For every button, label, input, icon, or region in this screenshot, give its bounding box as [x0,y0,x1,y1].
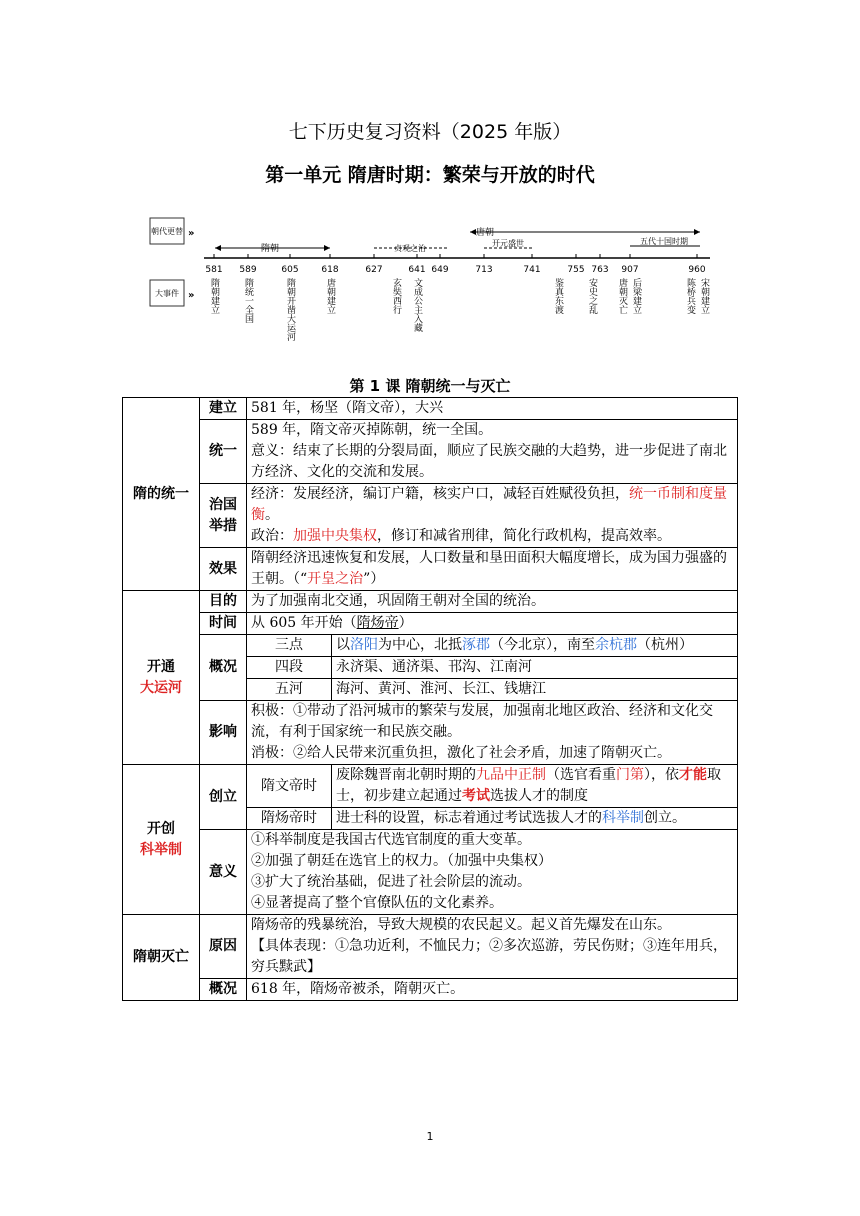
event-605: 隋朝开凿大运河 [285,278,295,341]
event-755a: 鉴真东渡 [553,278,563,314]
content-cell: 隋炀帝的残暴统治，导致大规模的农民起义。起义首先爆发在山东。 【具体表现：①急功近利，不恤民力；②多次巡游，劳民伤财；③连年用兵，穷兵黩武】 [247,915,738,979]
category-cell: 开通 大运河 [123,591,200,765]
content-cell: 618 年，隋炀帝被杀，隋朝灭亡。 [247,979,738,1001]
year-755: 755 [567,265,585,275]
table-row [123,635,738,657]
table-row [123,484,738,548]
subcategory-cell: 创立 [200,765,247,830]
timeline-label-events: 大事件 [155,289,179,298]
mini-label-cell: 隋文帝时 [247,765,332,808]
table-row [123,765,738,808]
event-907a: 唐朝灭亡 [617,278,627,314]
period-sui: 隋朝 [260,244,280,254]
subcategory-cell: 效果 [200,548,247,591]
subcategory-cell: 意义 [200,830,247,915]
period-kaiyuan: 开元盛世 [492,239,524,248]
year-641: 641 [408,265,426,275]
table-row [123,915,738,979]
content-cell: 经济：发展经济，编订户籍，核实户口，减轻百姓赋役负担，统一币制和度量衡。 政治：加强中央集权，修订和减省刑律，简化行政机构，提高效率。 [247,484,738,548]
year-713: 713 [475,265,493,275]
subcategory-cell: 概况 [200,635,247,701]
timeline-label-dynasty: 朝代更替 [151,227,183,236]
content-cell: 以洛阳为中心，北抵涿郡（今北京），南至余杭郡（杭州） [332,635,738,657]
year-605: 605 [281,265,299,275]
event-627: 玄奘西行 [391,278,401,314]
subcategory-cell: 时间 [200,613,247,635]
content-cell: ①科举制度是我国古代选官制度的重大变革。 ②加强了朝廷在选官上的权力。（加强中央集权） ③扩大了统治基础，促进了社会阶层的流动。 ④显著提高了整个官僚队伍的文化素养。 [247,830,738,915]
table-row [123,548,738,591]
subcategory-cell: 建立 [200,398,247,420]
year-581: 581 [205,265,223,275]
event-907b: 后梁建立 [631,278,641,314]
year-618: 618 [321,265,339,275]
mini-label-cell: 隋炀帝时 [247,808,332,830]
event-618: 唐朝建立 [325,278,335,314]
table-row [123,830,738,915]
svg-text:»: » [188,290,195,301]
mini-label-cell: 三点 [247,635,332,657]
year-763: 763 [591,265,609,275]
category-cell: 开创 科举制 [123,765,200,915]
subcategory-cell: 目的 [200,591,247,613]
subcategory-cell: 原因 [200,915,247,979]
content-cell: 积极：①带动了沿河城市的繁荣与发展，加强南北地区政治、经济和文化交流，有利于国家统一和民族交融。 消极：②给人民带来沉重负担，激化了社会矛盾，加速了隋朝灭亡。 [247,701,738,765]
svg-text:»: » [188,228,195,239]
mini-label-cell: 五河 [247,679,332,701]
table-row [123,591,738,613]
year-741: 741 [523,265,541,275]
category-cell: 隋的统一 [123,398,200,591]
event-641: 文成公主入藏 [412,278,422,332]
table-row [123,979,738,1001]
event-755b: 安史之乱 [587,278,597,314]
content-cell: 为了加强南北交通，巩固隋王朝对全国的统治。 [247,591,738,613]
table-row [123,420,738,484]
year-649: 649 [431,265,449,275]
content-cell: 进士科的设置，标志着通过考试选拔人才的科举制创立。 [332,808,738,830]
event-960a: 陈桥兵变 [685,278,695,314]
content-cell: 从 605 年开始（隋炀帝） [247,613,738,635]
event-589: 隋统一全国 [243,278,253,323]
review-table [122,397,738,1001]
content-cell: 永济渠、通济渠、邗沟、江南河 [332,657,738,679]
content-cell: 废除魏晋南北朝时期的九品中正制（选官看重门第），依才能取士，初步建立起通过考试选拔人才的制度 [332,765,738,808]
year-589: 589 [239,265,257,275]
content-cell: 海河、黄河、淮河、长江、钱塘江 [332,679,738,701]
subcategory-cell: 概况 [200,979,247,1001]
event-960b: 宋朝建立 [699,278,709,314]
subcategory-cell: 影响 [200,701,247,765]
table-row [123,701,738,765]
year-627: 627 [365,265,383,275]
period-tang: 唐朝 [475,228,495,238]
content-cell: 581 年，杨坚（隋文帝），大兴 [247,398,738,420]
unit-title: 第一单元 隋唐时期：繁荣与开放的时代 [265,164,595,186]
year-960: 960 [688,265,706,275]
subcategory-cell: 治国举措 [200,484,247,548]
period-wudai: 五代十国时期 [640,237,688,246]
content-cell: 589 年，隋文帝灭掉陈朝，统一全国。 意义：结束了长期的分裂局面，顺应了民族交融的大趋势，进一步促进了南北方经济、文化的交流和发展。 [247,420,738,484]
category-cell: 隋朝灭亡 [123,915,200,1001]
table-row [123,398,738,420]
lesson-title: 第 1 课 隋朝统一与灭亡 [349,377,511,395]
page-title: 七下历史复习资料（2025 年版） [288,121,572,143]
page-number: 1 [426,1130,434,1143]
timeline-figure [140,210,720,365]
table-row [123,613,738,635]
period-zhenguan: 贞观之治 [394,244,426,253]
year-907: 907 [621,265,639,275]
event-581: 隋朝建立 [209,278,219,314]
content-cell: 隋朝经济迅速恢复和发展，人口数量和垦田面积大幅度增长，成为国力强盛的王朝。（“开皇之治”） [247,548,738,591]
subcategory-cell: 统一 [200,420,247,484]
mini-label-cell: 四段 [247,657,332,679]
